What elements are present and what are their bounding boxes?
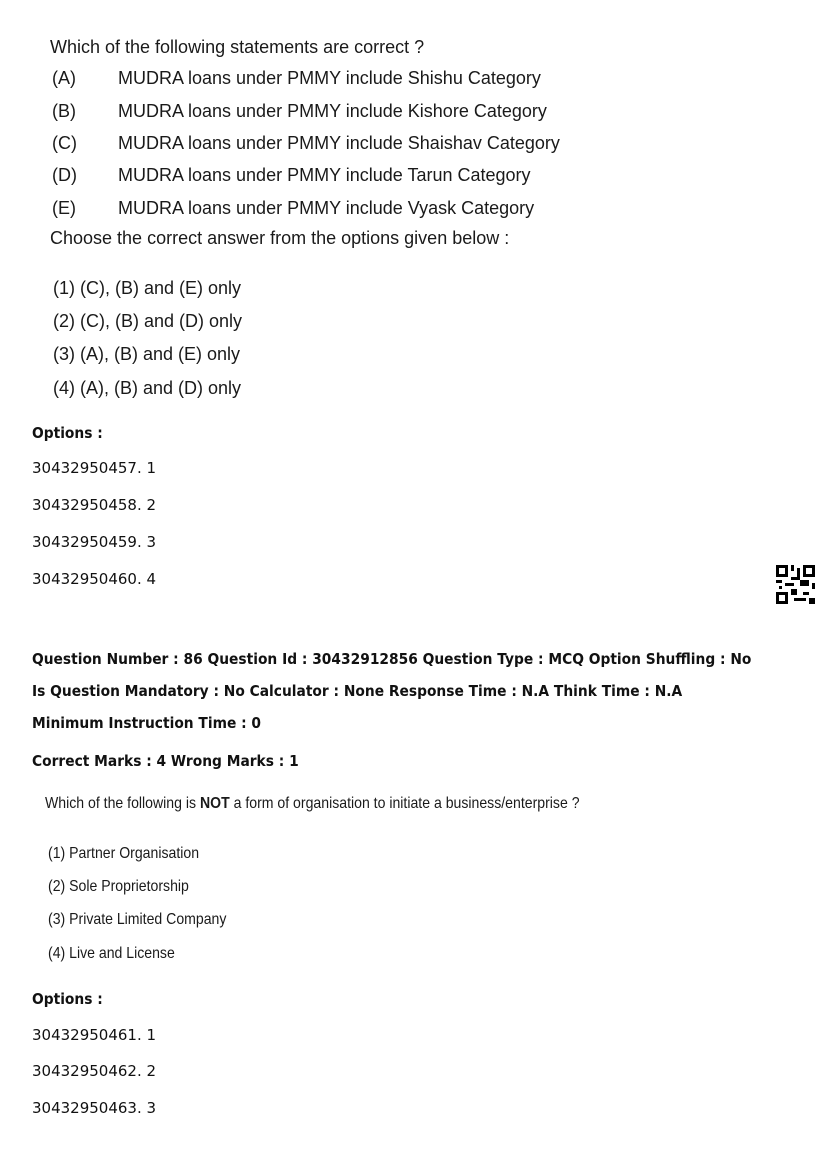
option-id: 30432950457. 1 xyxy=(32,459,157,477)
question-meta: Question Number : 86 Question Id : 30432912856 Question Type : MCQ Option Shuffling : No xyxy=(32,650,752,668)
answer-choice: (2) Sole Proprietorship xyxy=(48,878,189,895)
statement-label: (B) xyxy=(52,101,76,121)
answer-choice: (1) (C), (B) and (E) only xyxy=(53,278,242,298)
stem-text: Which of the following is xyxy=(45,795,200,812)
statement-text: MUDRA loans under PMMY include Kishore Category xyxy=(118,101,547,121)
question-stem: Which of the following statements are correct ? xyxy=(50,37,425,57)
statement xyxy=(52,165,531,186)
answer-choice: (3) Private Limited Company xyxy=(48,911,227,928)
statement-label: (E) xyxy=(52,198,76,218)
statement-label: (C) xyxy=(52,133,77,153)
question-stem xyxy=(45,795,580,813)
statement-label: (D) xyxy=(52,165,77,185)
option-id: 30432950463. 3 xyxy=(32,1099,157,1117)
options-label: Options : xyxy=(32,424,103,442)
statement xyxy=(52,68,541,89)
statement-text: MUDRA loans under PMMY include Tarun Category xyxy=(118,165,531,185)
statement-text: MUDRA loans under PMMY include Vyask Category xyxy=(118,198,535,218)
options-label: Options : xyxy=(32,990,103,1008)
statement xyxy=(52,198,534,219)
question-meta: Correct Marks : 4 Wrong Marks : 1 xyxy=(32,752,299,770)
stem-emphasis: NOT xyxy=(199,795,230,812)
answer-choice: (2) (C), (B) and (D) only xyxy=(53,311,243,331)
statement-label: (A) xyxy=(52,68,76,88)
answer-choice: (1) Partner Organisation xyxy=(48,845,200,862)
question-meta: Minimum Instruction Time : 0 xyxy=(32,714,262,732)
option-id: 30432950460. 4 xyxy=(32,570,157,588)
instruction: Choose the correct answer from the options given below : xyxy=(50,228,510,248)
option-id: 30432950459. 3 xyxy=(32,533,157,551)
statement-text: MUDRA loans under PMMY include Shaishav Category xyxy=(118,133,560,153)
answer-choice: (4) Live and License xyxy=(48,945,175,962)
statement-text: MUDRA loans under PMMY include Shishu Category xyxy=(118,68,541,88)
statement xyxy=(52,101,547,122)
question-meta: Is Question Mandatory : No Calculator : None Response Time : N.A Think Time : N.A xyxy=(32,682,683,700)
qr-code xyxy=(776,565,815,604)
option-id: 30432950458. 2 xyxy=(32,496,157,514)
option-id: 30432950461. 1 xyxy=(32,1026,157,1044)
answer-choice: (4) (A), (B) and (D) only xyxy=(53,378,242,398)
option-id: 30432950462. 2 xyxy=(32,1062,157,1080)
stem-text: a form of organisation to initiate a business/enterprise ? xyxy=(229,795,580,812)
statement xyxy=(52,133,560,154)
answer-choice: (3) (A), (B) and (E) only xyxy=(53,344,241,364)
